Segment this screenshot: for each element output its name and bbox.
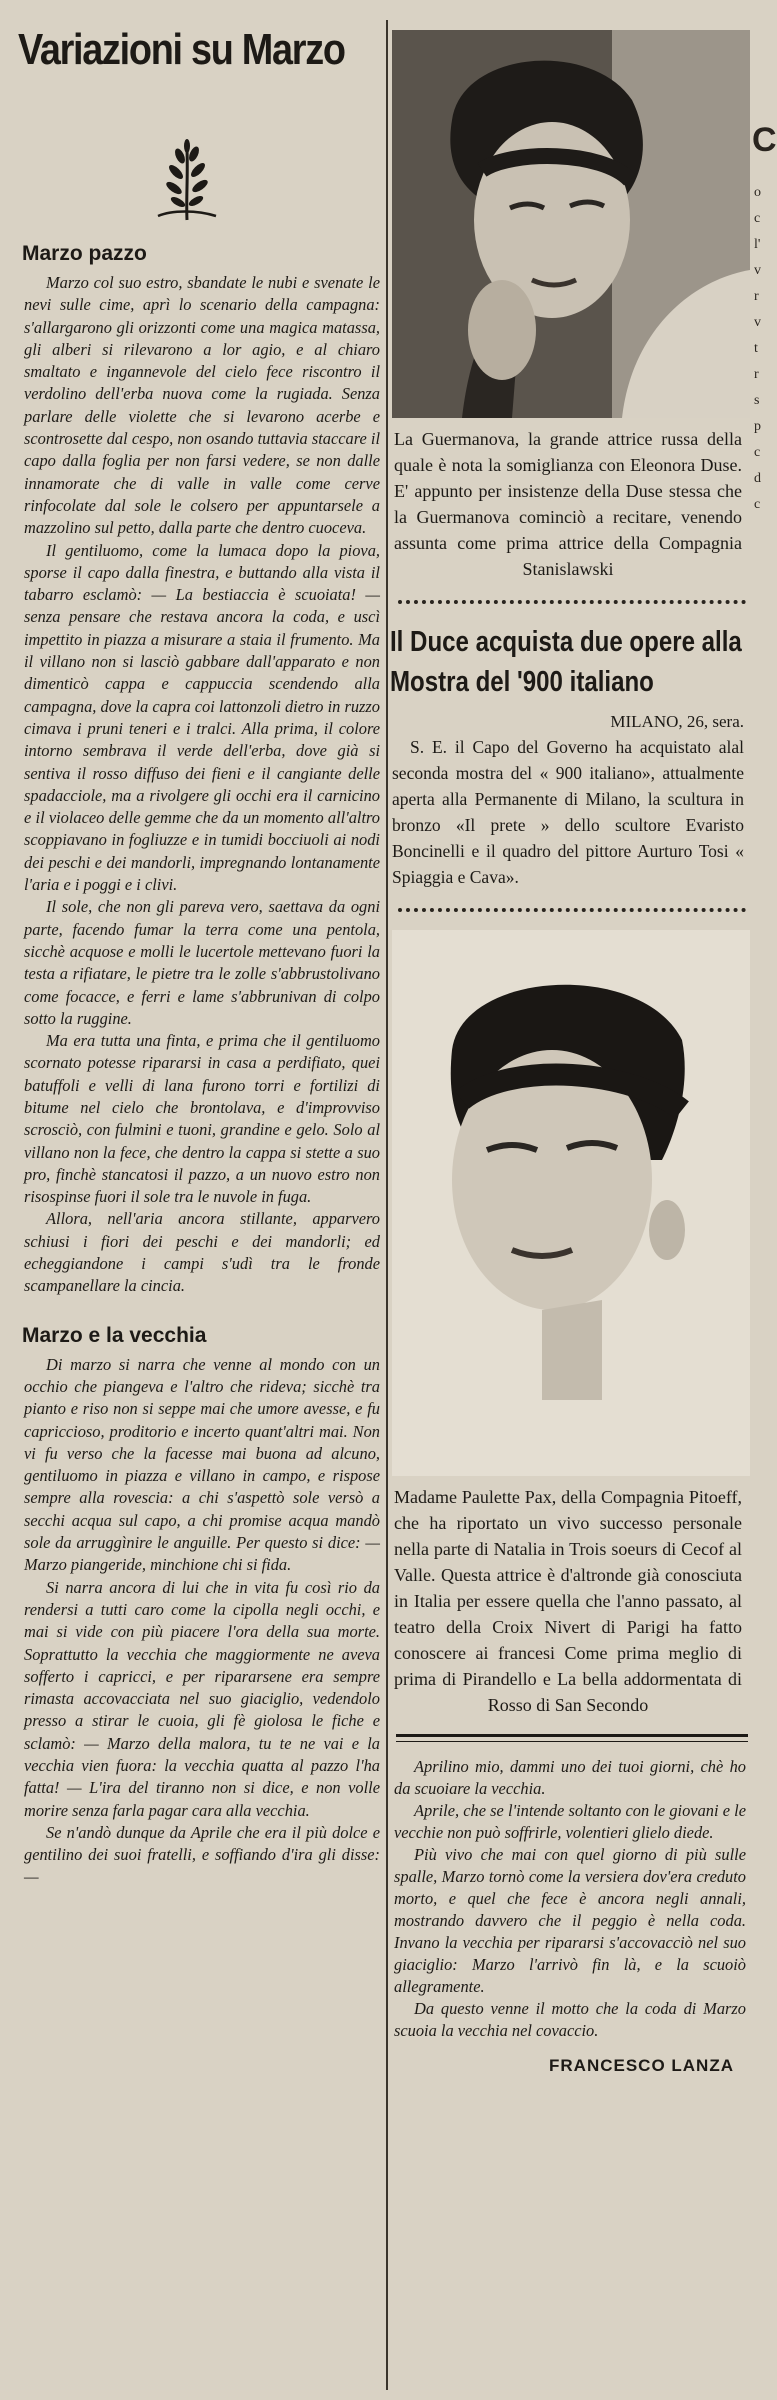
strip-fragment: c — [754, 211, 761, 226]
double-rule — [396, 1734, 748, 1742]
photo-caption-paulette-pax: Madame Paulette Pax, della Compagnia Pitoeff, che ha riportato un vivo successo personale nella parte di Natalia in Trois soeurs di Cecof al Valle. Questa attrice è d'altronde già conosciuta in Italia per essere quella che l'anno passato, al teatro della Croix Nivert di Parigi ha fatto conoscere ai francesi Come prima meglio di prima di Pirandello e La bella addormentata di Rosso di San Secondo — [394, 1487, 742, 1715]
dateline: MILANO, 26, sera. — [610, 712, 744, 731]
paragraph: Aprile, che se l'intende soltanto con le giovani e le vecchie non può soffrirle, volentieri glielo diede. — [394, 1801, 746, 1842]
paragraph: Il sole, che non gli pareva vero, saettava da ogni parte, facendo fumar la terra come una pentola, sicchè acquose e molli le lucertole mettevano fuori la testa a rifiatare, le pietre tra le zolle s'abbrustolivano come focacce, e ferri e lame s'abbrunivan di colpo sotto la ruggine. — [24, 897, 380, 1028]
column-divider — [386, 20, 388, 2390]
paragraph: Marzo col suo estro, sbandate le nubi e svenate le nevi sulle cime, aprì lo scenario della campagna: s'allargarono gli orizzonti come una magica matassa, gli alberi si rilevarono a lor agio, e al chiaro smaltato e ingannevole del cielo fece riscontro il verdolino dell'erba nuova come la rugiada. Senza parlare delle violette che si levarono acerbe e scontrosette dal cespo, non osando tuttavia staccare il capo dalla foglia per non farsi vedere, se non dalle innamorate che di valle in valle come cerve rinfocolate dal sole le colsero per appuntarsele a mazzolino sul petto, dalla parte che dentro cuoceva. — [24, 273, 380, 538]
right-column — [392, 30, 752, 2076]
strip-fragment: t — [754, 341, 758, 356]
dotted-separator — [398, 600, 746, 604]
portrait-image — [392, 30, 750, 418]
portrait-image — [392, 930, 750, 1476]
paragraph: Si narra ancora di lui che in vita fu così rio da rendersi a tutti caro come la cipolla negli occhi, e mai si vide con più piacere l'ora della sua morte. Soprattutto la vecchia che maggiormente ne aveva sofferto i capricci, e per ripararsene era sempre rimasta accovacciata nel suo giaciglio, vedendolo presso a stirar le cuoia, gli fè giolosa le fiche e sclamò: — Marzo della malora, tu te ne vai e la vecchia vien fuora: la vecchia quatta al pazzo l'ha fatta! — L'ira del tiranno non si dice, e non volle morire senza farla pagar cara alla vecchia. — [24, 1577, 380, 1820]
photo-guermanova — [392, 30, 750, 418]
strip-fragment: l' — [754, 237, 761, 252]
strip-fragment: r — [754, 289, 759, 304]
paragraph: Ma era tutta una finta, e prima che il gentiluomo scornato potesse ripararsi in casa a perdifiato, quei batuffoli e velli di lana furono torri e fortilizi di bitume nel cielo che brontolava, e d'improvviso scrosciò, con fulmini e tuoni, grandine e gelo. Solo al villano non la fece, che dentro la cappa si stette a suo pro, finchè stancatosi il pazzo, a un nuovo estro non risospinse fuori il sole tra le nuvole in fuga. — [24, 1031, 380, 1207]
strip-fragment: v — [754, 315, 761, 330]
article-marzo-pazzo — [24, 272, 384, 1298]
olive-branch-icon — [152, 138, 222, 224]
strip-fragment: s — [754, 393, 760, 408]
photo-paulette-pax — [392, 930, 750, 1476]
strip-fragment: c — [754, 497, 761, 512]
author-signature: FRANCESCO LANZA — [549, 2056, 734, 2075]
left-column — [12, 18, 384, 2388]
strip-fragment: p — [754, 419, 761, 434]
page-title: Variazioni su Marzo — [18, 25, 345, 74]
headline-duce-acquista: Il Duce acquista due opere alla Mostra del '900 italiano — [390, 626, 742, 698]
article-marzo-e-la-vecchia — [24, 1354, 384, 1889]
paragraph: S. E. il Capo del Governo ha acquistato alal seconda mostra del « 900 italiano», attualmente aperta alla Permanente di Milano, la scultura in bronzo «Il prete » dello scultore Evaristo Boncinelli e il quadro del pittore Aurturo Tosi « Spiaggia e Cava». — [392, 737, 744, 887]
article-continuation — [394, 1756, 746, 2042]
paragraph: Più vivo che mai con quel giorno di più sulle spalle, Marzo tornò come la versiera dov'era creduto morto, e quel che fece è ancora negli annali, mostrando davvero che il peggio è nella coda. Invano la vecchia per ripararsi s'accovacciò nel suo giaciglio: Marzo l'arrivò fin là, e la scuoiò allegramente. — [394, 1845, 746, 1996]
strip-fragment: c — [754, 445, 761, 460]
strip-fragment: v — [754, 263, 761, 278]
strip-letter: C — [752, 121, 777, 159]
adjacent-column-fragment — [752, 30, 777, 2400]
paragraph: Il gentiluomo, come la lumaca dopo la piova, sporse il capo dalla finestra, e buttando alla vista il tabarro esclamò: — La bestiaccia è scuoiata! — senza pensare che restava ancora la coda, e uscì impettito in piazza a misurare a staia il frumento. Ma il villano non si lasciò gabbare dall'apparato e non dimenticò cappa e cappuccia scendendo alla campagna, dove la capra coi lattonzoli dietro in ruzzo cimava i pruni teneri e i tralci. Alla prima, il colore intorno sembrava il verde dell'erba, dove già si sentiva il rosso diffuso dei fieni e il cangiante delle spadacciole, ma a rivolgere gli occhi era il carnicino e il violaceo delle gemme che da un momento all'altro scoppiavano in fogliuzze e in tumidi bocciuoli ai nodi dei peschi e dei mandorli, impregnando lontanamente l'aria e i poggi e i clivi. — [24, 540, 380, 895]
dotted-separator — [398, 908, 746, 912]
photo-caption-guermanova: La Guermanova, la grande attrice russa della quale è nota la somiglianza con Eleonora Duse. E' appunto per insistenze della Duse stessa che la Guermanova cominciò a recitare, venendo assunta come prima attrice della Compagnia Stanislawski — [394, 429, 742, 579]
section-heading-marzo-pazzo: Marzo pazzo — [22, 242, 147, 265]
section-heading-marzo-e-la-vecchia: Marzo e la vecchia — [22, 1323, 207, 1347]
news-article — [392, 734, 744, 890]
paragraph: Da questo venne il motto che la coda di Marzo scuoia la vecchia nel covaccio. — [394, 1999, 746, 2040]
strip-fragment: r — [754, 367, 759, 382]
paragraph: Allora, nell'aria ancora stillante, apparvero schiusi i fiori dei peschi e dei mandorli; ed echeggiandone i campi s'udì tra le fronde scampanellare la cincia. — [24, 1209, 380, 1296]
paragraph: Se n'andò dunque da Aprile che era il più dolce e gentilino dei suoi fratelli, e soffiando d'ira gli disse: — — [24, 1822, 380, 1887]
paragraph: Di marzo si narra che venne al mondo con un occhio che piangeva e l'altro che rideva; sicchè tra pianto e riso non si seppe mai che umore avesse, e fu capriccioso, proditorio e incerto quant'altri mai. Non vi fu verso che la facesse mai buona ad alcuno, gentiluomo in piazza e villano in campo, e rispose sempre alla rovescia: a chi s'aspettò sole versò a secchi acqua sul capo, a chi promise acqua mandò sole da arruggìnire le anguille. Per questo si dice: — Marzo piangeride, minchione chi si fida. — [24, 1354, 380, 1575]
strip-fragment: d — [754, 471, 761, 486]
strip-fragment: o — [754, 185, 761, 200]
paragraph: Aprilino mio, dammi uno dei tuoi giorni, chè ho da scuoiare la vecchia. — [394, 1757, 746, 1798]
